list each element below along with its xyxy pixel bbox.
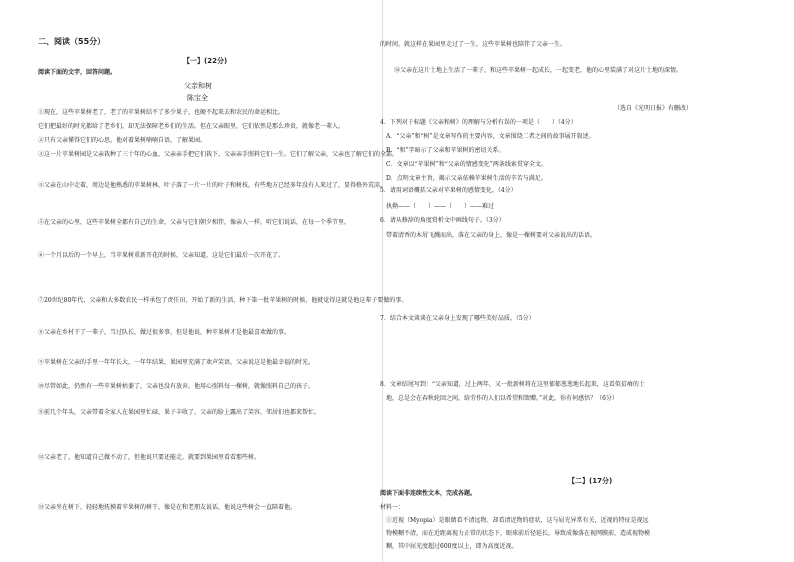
paragraph: ②只有父亲懂得它们的心思，他对着果树喃喃自语，了解果园。 [38,137,207,144]
column-divider [382,0,383,562]
paragraph: ①近视（Myopia）是眼睛看不清远物、却看清近物的症状，这与屈光异常有关，近视的特征是视远 [386,517,649,524]
article-title: 父亲和树 [184,82,212,90]
question-8-cont: 地，总是会在春秋轮回之间，给劳作的人们以希望和馈赠。”对此，你有何感悟？（6分） [386,395,618,402]
paragraph: ⑬父亲坐在树下，轻轻地抚摸着苹果树的树干，像是在和老朋友说话，他说这些树会一直陪着他。 [38,504,297,511]
paragraph: 糊，其中屈光度超过600度以上，即为高度近视。 [386,543,518,550]
paragraph: ⑤在父亲的心里，这些苹果树全都有自己的生命，父亲与它们朝夕相伴，像亲人一样，听它们说话，在每一个季节里。 [38,219,351,226]
question-6: 6．请从修辞的角度赏析文中画线句子。（3分） [380,217,505,224]
part1-heading: 【一】(22分) [183,57,228,65]
paragraph: ⑥一个月以后的一个早上，当苹果树重新开花的时候，父亲知道，这是它们最后一次开花了。 [38,252,285,259]
option-d: D．点明文章主旨，揭示父亲依赖苹果树生活的辛苦与满足。 [386,175,547,182]
section-header: 二、阅读（55分） [38,37,106,46]
material-label: 材料一： [380,504,405,511]
paragraph: ⑭父亲在这片土地上生活了一辈子，和这些苹果树一起成长，一起变老，他的心里装满了对这片土地的深情。 [394,67,683,74]
paragraph: ⑨苹果树在父亲的手里一年年长大，一年年结果，果园里充满了欢声笑语，父亲说这是他最幸福的时光。 [38,359,315,366]
question-7: 7．结合本文谈谈在父亲身上发现了哪些美好品质。（5分） [380,315,535,322]
part1-instruction: 阅读下面的文字，回答问题。 [38,69,117,76]
source-citation: （选自《光明日报》有删改） [614,105,693,112]
paragraph: ⑦20世纪80年代，父亲和大多数农民一样承包了责任田，开始了新的生活，种下第一批苹果树的时候，他就觉得这就是他这辈子要做的事。 [38,297,408,304]
paragraph: ⑩尽管如此，仍然有一些苹果树枯萎了，父亲也没有放弃，他用心照料每一棵树，就像照料自己的孩子。 [38,383,315,390]
question-6-quote: 带着清香的木屑飞溅而出，落在父亲的身上，像是一棵树要对父亲说出的话语。 [386,232,597,239]
question-5: 5．请用词语概括父亲对苹果树的感情变化。（4分） [380,187,517,194]
option-c: C．文章以“苹果树”和“父亲的情感变化”两条线索贯穿全文。 [386,161,547,168]
article-author: 陈宝全 [187,94,208,102]
paragraph: ①现在，这些苹果树老了，老了的苹果树结不了多少果子，也硬不起来去和农民的命运相比。 [38,109,285,116]
part2-heading: 【二】(17分) [568,477,613,485]
paragraph: 它们把最好的时光都给了老乡们，却无法保障老乡们的生活。但在父亲眼里，它们依然是那么珍贵，就像老一辈人。 [38,123,345,130]
paragraph: ⑫父亲老了，他知道自己做不动了，但他说只要还能走，就要到果园里看看那些树。 [38,454,261,461]
paragraph-continuation: 的时间，就这样在果园里走过了一生，这些苹果树也陪伴了父亲一生。 [380,41,567,48]
paragraph: 物模糊不清，而在近距离视力正常的状态下，眼球前后径延长，导致成像落在视网膜前，造成视物模 [386,530,651,537]
question-5-answer-line[interactable]: 执拗——（ ）——（ ）——难过 [386,203,495,210]
part2-instruction: 阅读下面非连续性文本，完成各题。 [380,490,477,497]
question-4: 4．下列对于标题《父亲和树》的理解与分析有误的一项是（ ）（4分） [380,119,577,126]
paragraph: ④父亲在山中走着，周边是他熟悉的苹果树林，叶子落了一片一片的叶子和树枝，有些地方已经多年没有人来过了，显得格外荒凉。 [38,182,387,189]
paragraph: ③这一片苹果树园是父亲栽种了三十年的心血，父亲亲手把它们栽下，父亲亲手照料它们一生。它们了解父亲，父亲也了解它们的全部。 [38,151,399,158]
option-a: A．“父亲”和“树”是文章写作的主要内容，文章围绕二者之间的故事展开叙述。 [386,133,595,140]
question-8: 8．文章结尾写到：“父亲知道，过上两年，又一批新树将在这里郁郁葱葱地长起来，这看似贫瘠的土 [380,381,645,388]
paragraph: ⑪前几个年头，父亲带着全家人在果园里忙碌，果子丰收了，父亲的脸上露出了笑容，邻居们也都来帮忙。 [38,409,321,416]
paragraph: ⑧父亲在乡村干了一辈子，当过队长，做过很多事，但是他说，种苹果树才是他最喜欢做的事。 [38,329,291,336]
option-b: B．“和”字暗示了父亲和苹果树的密切关系。 [386,147,505,154]
